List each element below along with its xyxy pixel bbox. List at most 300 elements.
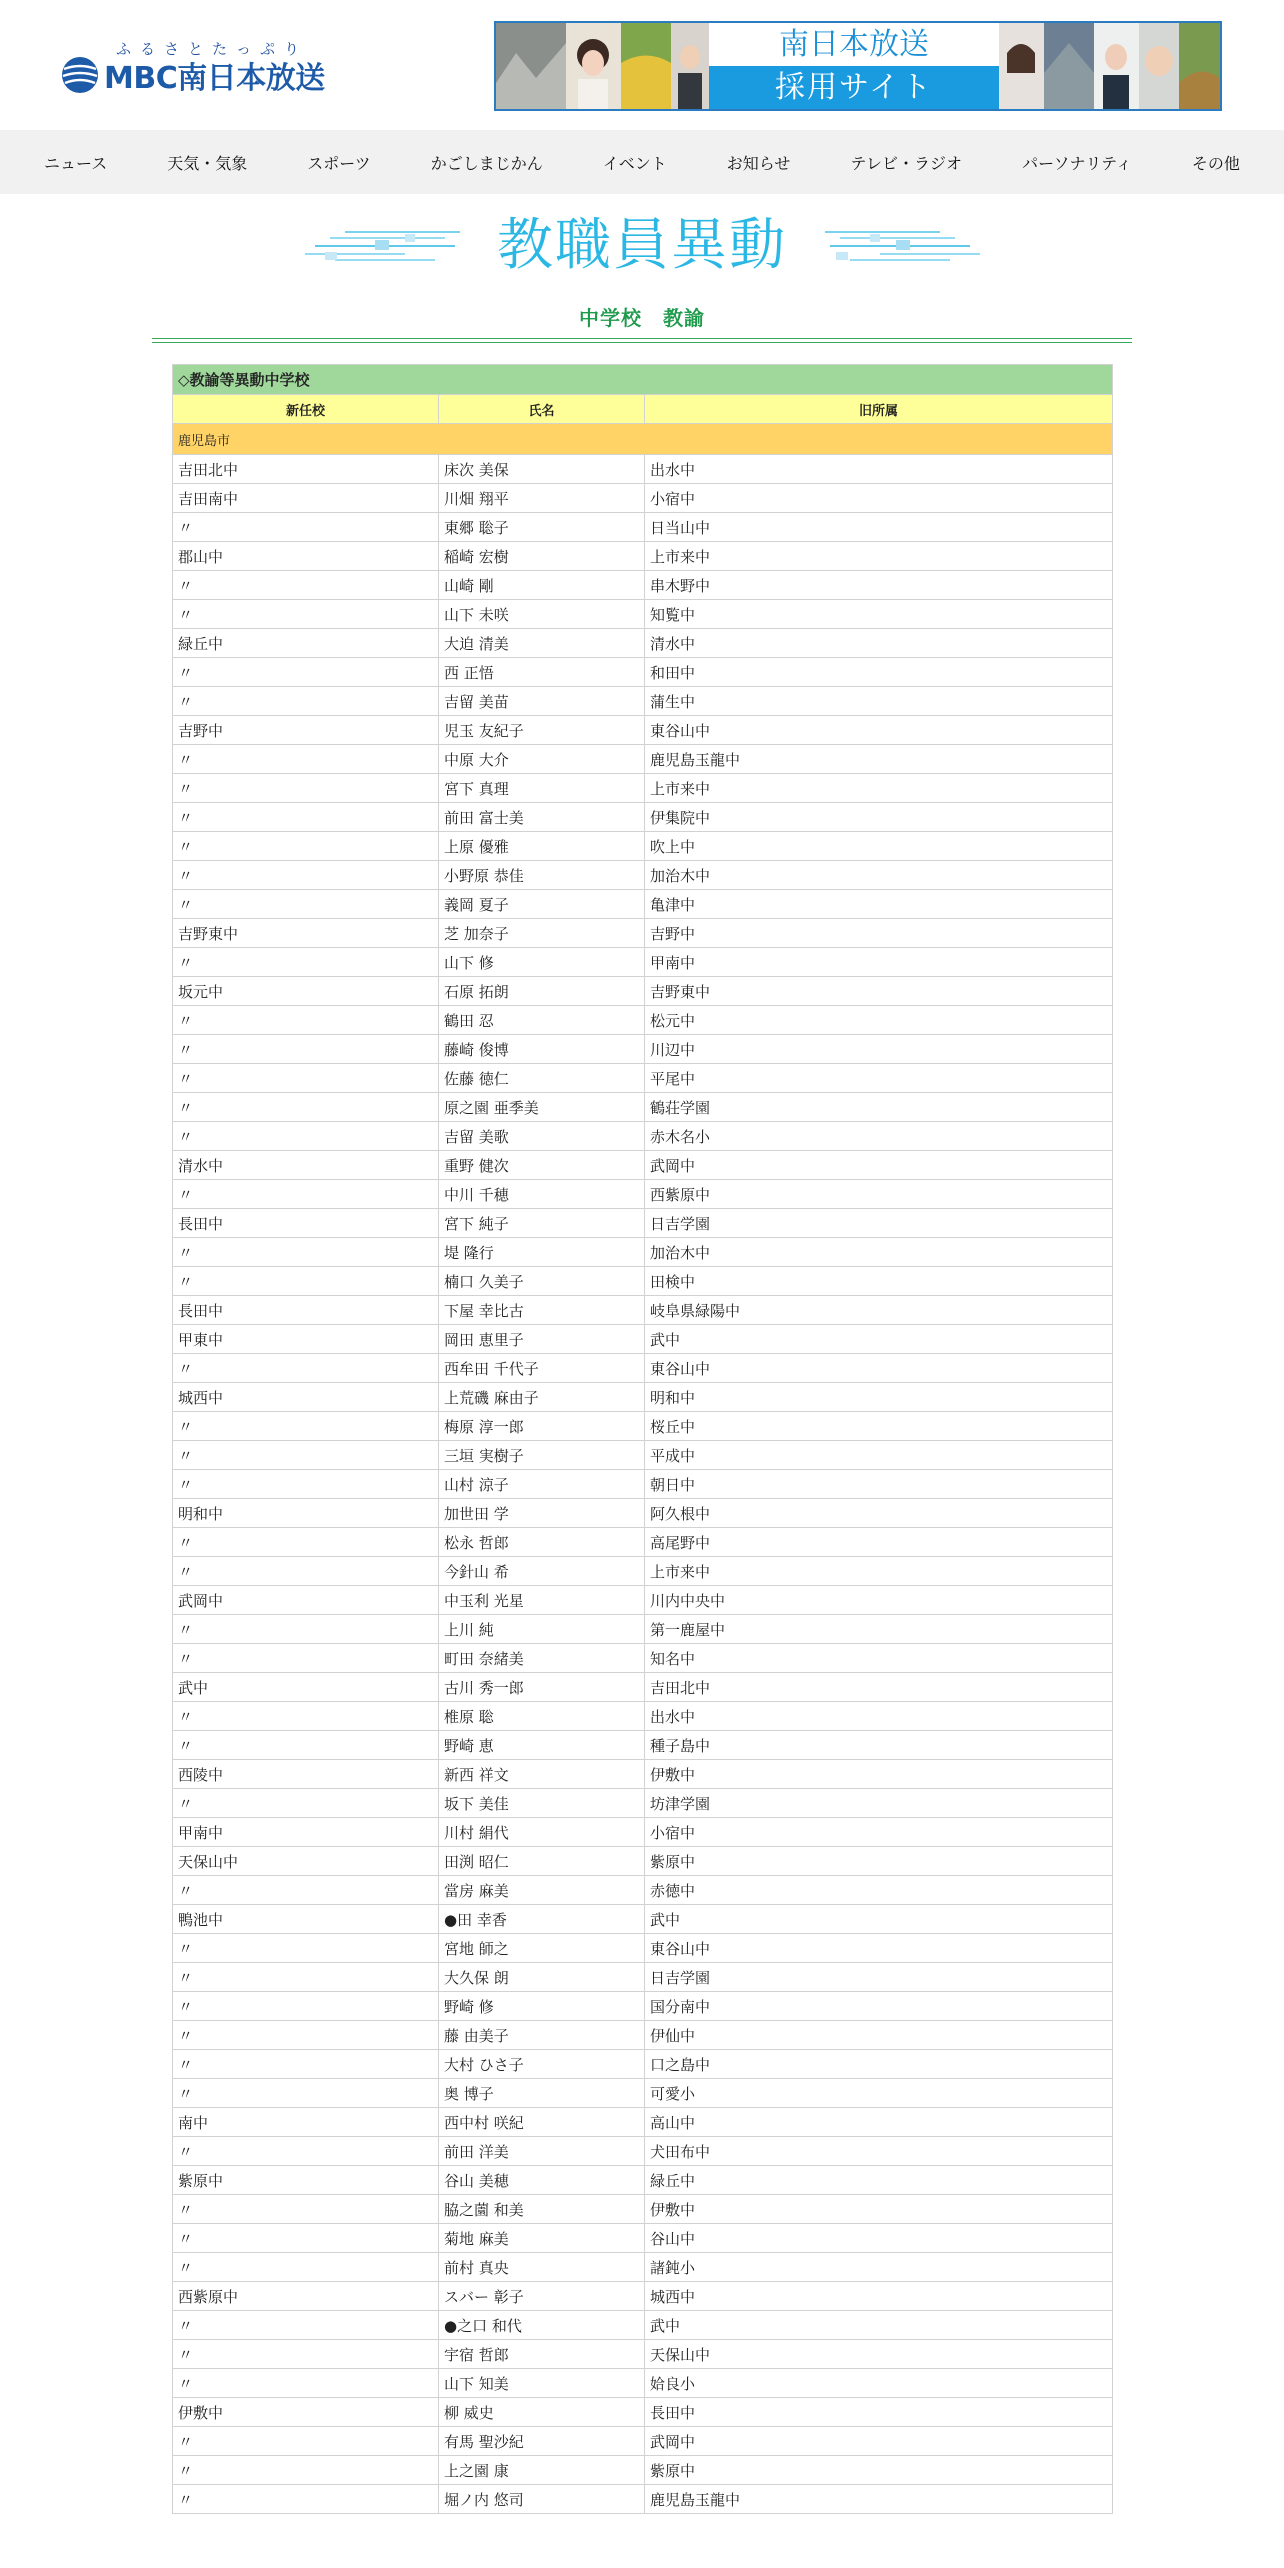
cell-name: 宮地 師之 [439,1934,645,1963]
table-row [173,658,1113,687]
cell-new-school: 〃 [173,1441,439,1470]
table-row [173,2021,1113,2050]
table-row [173,774,1113,803]
cell-previous: 武中 [645,1325,1113,1354]
cell-previous: 伊仙中 [645,2021,1113,2050]
cell-previous: 加治木中 [645,1238,1113,1267]
cell-name: 大久保 朗 [439,1963,645,1992]
table-row [173,1006,1113,1035]
cell-new-school: 〃 [173,1644,439,1673]
cell-new-school: 〃 [173,1963,439,1992]
table-row [173,803,1113,832]
cell-previous: 平成中 [645,1441,1113,1470]
table-row [173,687,1113,716]
cell-name: 中玉利 光星 [439,1586,645,1615]
cell-new-school: 〃 [173,803,439,832]
table-row [173,1354,1113,1383]
cell-name: 坂下 美佳 [439,1789,645,1818]
cell-name: 西 正悟 [439,658,645,687]
cell-previous: 日当山中 [645,513,1113,542]
cell-previous: 小宿中 [645,484,1113,513]
cell-name: 佐藤 徳仁 [439,1064,645,1093]
cell-new-school: 郡山中 [173,542,439,571]
table-row [173,1847,1113,1876]
table-row [173,2282,1113,2311]
cell-previous: 武岡中 [645,1151,1113,1180]
nav-item-events[interactable]: イベント [602,153,667,173]
cell-new-school: 〃 [173,2253,439,2282]
cell-previous: 東谷山中 [645,1934,1113,1963]
nav-item-kagoshima-jikan[interactable]: かごしまじかん [430,153,543,173]
table-body [173,455,1113,2514]
site-header [0,0,1284,130]
table-section-row [173,365,1113,395]
table-row [173,1760,1113,1789]
cell-new-school: 〃 [173,774,439,803]
nav-item-sports[interactable]: スポーツ [307,153,371,173]
cell-new-school: 武岡中 [173,1586,439,1615]
cell-new-school: 〃 [173,1122,439,1151]
cell-name: 東郷 聡子 [439,513,645,542]
table-row [173,1470,1113,1499]
cell-previous: 亀津中 [645,890,1113,919]
cell-name: 田渕 昭仁 [439,1847,645,1876]
cell-previous: 出水中 [645,455,1113,484]
cell-new-school: 〃 [173,832,439,861]
table-row [173,1412,1113,1441]
cell-new-school: 明和中 [173,1499,439,1528]
table-row [173,1093,1113,1122]
nav-item-personality[interactable]: パーソナリティ [1022,153,1132,173]
cell-previous: 鹿児島玉龍中 [645,745,1113,774]
cell-new-school: 〃 [173,2456,439,2485]
cell-new-school: 〃 [173,745,439,774]
cell-previous: 吉野中 [645,919,1113,948]
cell-name: 小野原 恭佳 [439,861,645,890]
cell-previous: 坊津学園 [645,1789,1113,1818]
table-row [173,1528,1113,1557]
cell-previous: 和田中 [645,658,1113,687]
cell-previous: 日吉学園 [645,1963,1113,1992]
table-row [173,2195,1113,2224]
cell-new-school: 甲東中 [173,1325,439,1354]
cell-previous: 高尾野中 [645,1528,1113,1557]
cell-previous: 平尾中 [645,1064,1113,1093]
cell-name: 西牟田 千代子 [439,1354,645,1383]
mbc-globe-icon [60,55,100,95]
cell-new-school: 〃 [173,1470,439,1499]
transfer-table-container [172,364,1112,2514]
cell-new-school: 〃 [173,861,439,890]
cell-previous: 口之島中 [645,2050,1113,2079]
cell-previous: 加治木中 [645,861,1113,890]
cell-new-school: 〃 [173,600,439,629]
cell-previous: 谷山中 [645,2224,1113,2253]
page-title: 教職員異動 [497,213,787,278]
cell-name: 芝 加奈子 [439,919,645,948]
table-row [173,455,1113,484]
table-row [173,1325,1113,1354]
cell-new-school: 〃 [173,1789,439,1818]
column-header-name: 氏名 [439,395,645,424]
title-area [0,210,1284,282]
cell-previous: 出水中 [645,1702,1113,1731]
transfer-table [172,364,1113,2514]
table-row [173,832,1113,861]
banner-station-name: 南日本放送 [709,23,999,66]
cell-new-school: 甲南中 [173,1818,439,1847]
table-row [173,1499,1113,1528]
cell-name: 中川 千穂 [439,1180,645,1209]
cell-new-school: 〃 [173,1180,439,1209]
cell-name: 柳 威史 [439,2398,645,2427]
cell-name: 稲崎 宏樹 [439,542,645,571]
table-row [173,1673,1113,1702]
table-row [173,861,1113,890]
cell-previous: 赤徳中 [645,1876,1113,1905]
cell-name: 前村 真央 [439,2253,645,2282]
logo-wordmark: MBC南日本放送 [104,61,325,96]
cell-previous: 天保山中 [645,2340,1113,2369]
table-row [173,2079,1113,2108]
cell-new-school: 〃 [173,1412,439,1441]
table-row [173,948,1113,977]
page-subtitle: 中学校 教諭 [579,306,705,330]
banner-text-block [709,23,999,109]
table-row [173,1296,1113,1325]
cell-new-school: 清水中 [173,1151,439,1180]
cell-name: 有馬 聖沙紀 [439,2427,645,2456]
cell-previous: 川内中央中 [645,1586,1113,1615]
cell-new-school: 〃 [173,2311,439,2340]
table-section-title: ◇教諭等異動中学校 [173,365,1113,395]
cell-new-school: 吉野東中 [173,919,439,948]
cell-new-school: 〃 [173,2224,439,2253]
cell-new-school: 〃 [173,948,439,977]
cell-new-school: 〃 [173,658,439,687]
table-row [173,1992,1113,2021]
cell-new-school: 西紫原中 [173,2282,439,2311]
nav-item-other[interactable]: その他 [1191,153,1240,173]
cell-name: 古川 秀一郎 [439,1673,645,1702]
table-row [173,2224,1113,2253]
cell-name: 堤 隆行 [439,1238,645,1267]
cell-name: 今針山 希 [439,1557,645,1586]
cell-name: 吉留 美歌 [439,1122,645,1151]
cell-new-school: 西陵中 [173,1760,439,1789]
table-row [173,2485,1113,2514]
table-row [173,1934,1113,1963]
cell-previous: 種子島中 [645,1731,1113,1760]
column-header-new-school: 新任校 [173,395,439,424]
table-row [173,1644,1113,1673]
cell-previous: 諸鈍小 [645,2253,1113,2282]
cell-new-school: 〃 [173,2340,439,2369]
cell-name: 山下 修 [439,948,645,977]
cell-name: 川村 絹代 [439,1818,645,1847]
cell-previous: 鹿児島玉龍中 [645,2485,1113,2514]
cell-name: 加世田 学 [439,1499,645,1528]
cell-name: 山村 涼子 [439,1470,645,1499]
cell-previous: 桜丘中 [645,1412,1113,1441]
nav-item-weather[interactable]: 天気・気象 [167,153,248,173]
title-decoration-right [820,226,980,266]
cell-previous: 串木野中 [645,571,1113,600]
cell-new-school: 〃 [173,1528,439,1557]
cell-name: 三垣 実樹子 [439,1441,645,1470]
table-row [173,2108,1113,2137]
cell-name: 宮下 真理 [439,774,645,803]
cell-previous: 吉野東中 [645,977,1113,1006]
cell-new-school: 緑丘中 [173,629,439,658]
cell-previous: 東谷山中 [645,1354,1113,1383]
cell-name: 山崎 剛 [439,571,645,600]
table-row [173,1441,1113,1470]
cell-new-school: 〃 [173,890,439,919]
cell-new-school: 南中 [173,2108,439,2137]
cell-previous: 紫原中 [645,2456,1113,2485]
table-region-row [173,424,1113,455]
cell-previous: 上市来中 [645,542,1113,571]
cell-name: 川畑 翔平 [439,484,645,513]
cell-previous: 武中 [645,1905,1113,1934]
cell-name: 梅原 淳一郎 [439,1412,645,1441]
cell-previous: 知覧中 [645,600,1113,629]
cell-new-school: 長田中 [173,1296,439,1325]
cell-new-school: 〃 [173,1615,439,1644]
table-row [173,2253,1113,2282]
banner-recruit-label: 採用サイト [709,66,999,109]
cell-name: 堀ノ内 悠司 [439,2485,645,2514]
table-row [173,1557,1113,1586]
cell-name: 大村 ひさ子 [439,2050,645,2079]
table-row [173,716,1113,745]
table-row [173,890,1113,919]
cell-previous: 松元中 [645,1006,1113,1035]
cell-previous: 国分南中 [645,1992,1113,2021]
table-row [173,2427,1113,2456]
cell-new-school: 〃 [173,1934,439,1963]
logo-tagline: ふるさとたっぷり [116,40,309,58]
recruit-banner[interactable] [494,21,1222,111]
table-row [173,542,1113,571]
table-row [173,1586,1113,1615]
cell-new-school: 〃 [173,2137,439,2166]
cell-previous: 蒲生中 [645,687,1113,716]
cell-name: 谷山 美穂 [439,2166,645,2195]
cell-name: 新西 祥文 [439,1760,645,1789]
cell-new-school: 〃 [173,2021,439,2050]
cell-name: ●之口 和代 [439,2311,645,2340]
cell-name: 松永 哲郎 [439,1528,645,1557]
cell-previous: 吉田北中 [645,1673,1113,1702]
cell-name: 前田 洋美 [439,2137,645,2166]
table-row [173,1963,1113,1992]
nav-item-tv-radio[interactable]: テレビ・ラジオ [850,153,963,173]
cell-name: 西中村 咲紀 [439,2108,645,2137]
cell-new-school: 紫原中 [173,2166,439,2195]
cell-new-school: 吉田南中 [173,484,439,513]
cell-name: 上荒磯 麻由子 [439,1383,645,1412]
cell-previous: 緑丘中 [645,2166,1113,2195]
cell-new-school: 〃 [173,1064,439,1093]
cell-new-school: 〃 [173,1267,439,1296]
table-header-row [173,395,1113,424]
cell-name: 岡田 恵里子 [439,1325,645,1354]
table-row [173,1789,1113,1818]
nav-item-news[interactable]: ニュース [44,153,108,173]
cell-previous: 伊敷中 [645,1760,1113,1789]
cell-name: ●田 幸香 [439,1905,645,1934]
cell-name: 野崎 修 [439,1992,645,2021]
cell-new-school: 〃 [173,1006,439,1035]
nav-item-notices[interactable]: お知らせ [726,153,791,173]
cell-new-school: 〃 [173,2369,439,2398]
cell-name: 宇宿 哲郎 [439,2340,645,2369]
mbc-logo[interactable] [60,38,330,94]
table-row [173,2340,1113,2369]
cell-new-school: 吉野中 [173,716,439,745]
cell-name: 石原 拓朗 [439,977,645,1006]
table-row [173,2369,1113,2398]
cell-new-school: 〃 [173,1238,439,1267]
cell-new-school: 〃 [173,513,439,542]
table-row [173,1615,1113,1644]
cell-new-school: 〃 [173,2485,439,2514]
cell-new-school: 〃 [173,1557,439,1586]
cell-new-school: 〃 [173,687,439,716]
table-row [173,1267,1113,1296]
cell-previous: 第一鹿屋中 [645,1615,1113,1644]
table-row [173,1731,1113,1760]
table-row [173,1383,1113,1412]
cell-previous: 日吉学園 [645,1209,1113,1238]
cell-previous: 高山中 [645,2108,1113,2137]
cell-previous: 伊集院中 [645,803,1113,832]
cell-name: 宮下 純子 [439,1209,645,1238]
cell-previous: 武中 [645,2311,1113,2340]
cell-previous: 長田中 [645,2398,1113,2427]
cell-new-school: 武中 [173,1673,439,1702]
table-row [173,1122,1113,1151]
table-row [173,600,1113,629]
table-row [173,2137,1113,2166]
cell-previous: 紫原中 [645,1847,1113,1876]
cell-new-school: 伊敷中 [173,2398,439,2427]
table-row [173,1818,1113,1847]
cell-name: 山下 知美 [439,2369,645,2398]
cell-previous: 川辺中 [645,1035,1113,1064]
cell-previous: 阿久根中 [645,1499,1113,1528]
region-label: 鹿児島市 [173,424,1113,455]
cell-previous: 小宿中 [645,1818,1113,1847]
table-row [173,629,1113,658]
table-row [173,2050,1113,2079]
cell-name: 椎原 聡 [439,1702,645,1731]
table-row [173,745,1113,774]
cell-new-school: 〃 [173,2050,439,2079]
table-row [173,1180,1113,1209]
cell-new-school: 天保山中 [173,1847,439,1876]
cell-name: 野崎 恵 [439,1731,645,1760]
cell-new-school: 〃 [173,2195,439,2224]
cell-name: 山下 未咲 [439,600,645,629]
cell-new-school: 〃 [173,1731,439,1760]
cell-new-school: 坂元中 [173,977,439,1006]
cell-name: 藤 由美子 [439,2021,645,2050]
cell-name: 大迫 清美 [439,629,645,658]
cell-name: 脇之薗 和美 [439,2195,645,2224]
cell-name: 義岡 夏子 [439,890,645,919]
cell-name: 原之園 亜季美 [439,1093,645,1122]
table-row [173,484,1113,513]
cell-previous: 知名中 [645,1644,1113,1673]
table-row [173,2398,1113,2427]
banner-photo-right [999,23,1220,109]
cell-previous: 明和中 [645,1383,1113,1412]
cell-previous: 岐阜県緑陽中 [645,1296,1113,1325]
table-row [173,2456,1113,2485]
cell-previous: 西紫原中 [645,1180,1113,1209]
cell-previous: 犬田布中 [645,2137,1113,2166]
table-row [173,1876,1113,1905]
cell-name: 児玉 友紀子 [439,716,645,745]
subtitle-divider [152,338,1132,343]
cell-new-school: 長田中 [173,1209,439,1238]
cell-new-school: 〃 [173,1992,439,2021]
table-row [173,2166,1113,2195]
cell-name: 藤崎 俊博 [439,1035,645,1064]
cell-previous: 上市来中 [645,1557,1113,1586]
cell-new-school: 〃 [173,2427,439,2456]
cell-previous: 鶴荘学園 [645,1093,1113,1122]
table-row [173,1151,1113,1180]
table-row [173,1209,1113,1238]
cell-new-school: 〃 [173,1354,439,1383]
table-row [173,1905,1113,1934]
table-row [173,2311,1113,2340]
cell-new-school: 鴨池中 [173,1905,439,1934]
cell-name: 上之園 康 [439,2456,645,2485]
cell-previous: 吹上中 [645,832,1113,861]
cell-name: 當房 麻美 [439,1876,645,1905]
cell-name: 重野 健次 [439,1151,645,1180]
cell-name: スバー 彰子 [439,2282,645,2311]
table-row [173,513,1113,542]
cell-new-school: 城西中 [173,1383,439,1412]
cell-name: 床次 美保 [439,455,645,484]
cell-previous: 城西中 [645,2282,1113,2311]
table-row [173,919,1113,948]
cell-previous: 清水中 [645,629,1113,658]
cell-name: 吉留 美苗 [439,687,645,716]
cell-name: 下屋 幸比古 [439,1296,645,1325]
table-row [173,1238,1113,1267]
table-row [173,1064,1113,1093]
banner-photo-left [496,23,709,109]
cell-previous: 甲南中 [645,948,1113,977]
cell-previous: 姶良小 [645,2369,1113,2398]
cell-name: 鶴田 忍 [439,1006,645,1035]
cell-previous: 武岡中 [645,2427,1113,2456]
cell-previous: 伊敷中 [645,2195,1113,2224]
cell-new-school: 〃 [173,1093,439,1122]
table-row [173,977,1113,1006]
main-nav [0,130,1284,194]
table-row [173,571,1113,600]
table-row [173,1035,1113,1064]
cell-name: 菊地 麻美 [439,2224,645,2253]
